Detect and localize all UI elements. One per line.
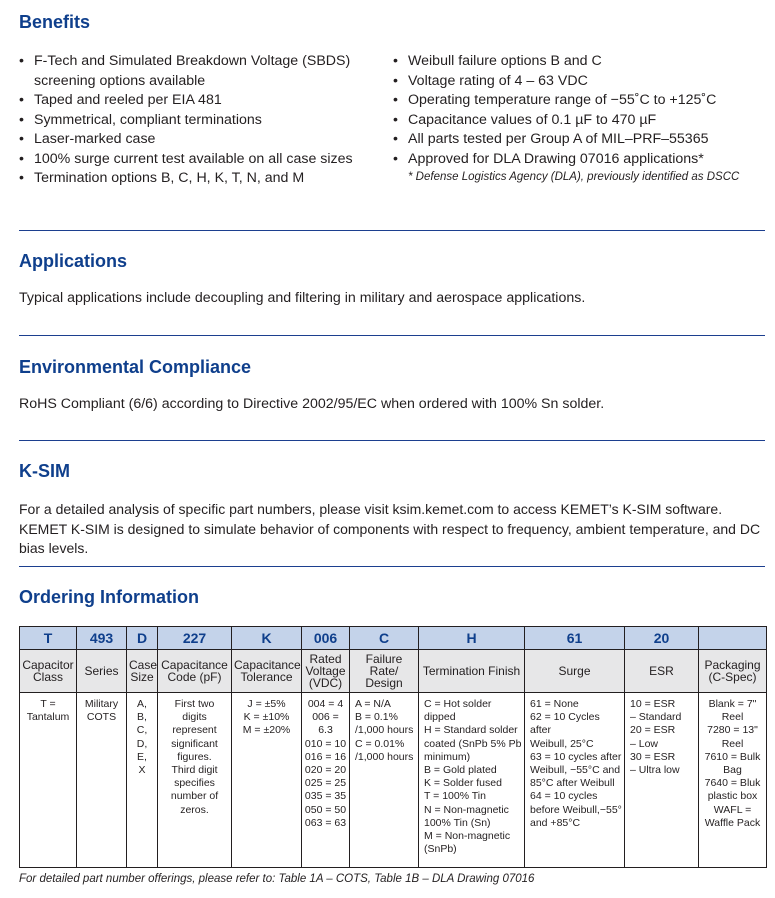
- value-line: X: [138, 764, 146, 777]
- value-line: coated (SnPb 5% Pb: [424, 737, 522, 750]
- value-line: COTS: [86, 711, 117, 724]
- benefit-text: Capacitance values of 0.1 µF to 470 µF: [408, 111, 657, 128]
- bullet-icon: •: [393, 92, 398, 108]
- code-cell: 61: [525, 627, 625, 650]
- value-line: B = 0.1%: [355, 711, 398, 724]
- bullet-icon: •: [393, 111, 398, 128]
- value-line: /1,000 hours: [355, 750, 414, 763]
- code-cell: H: [419, 627, 525, 650]
- value-line: 020 = 20: [304, 764, 347, 777]
- code-cell: 006: [302, 627, 350, 650]
- value-cell: [625, 693, 699, 868]
- value-line: 10 = ESR: [630, 698, 676, 710]
- value-line: 7280 = 13": [707, 724, 758, 737]
- environmental-text: RoHS Compliant (6/6) according to Directive 2002/95/EC when ordered with 100% Sn solder.: [19, 396, 605, 412]
- header-cell: Case Size: [127, 650, 158, 693]
- value-cell: [419, 693, 525, 868]
- benefits-list-left: [19, 52, 364, 189]
- code-cell: D: [127, 627, 158, 650]
- code-cell: K: [232, 627, 302, 650]
- benefit-text: All parts tested per Group A of MIL–PRF–55365: [408, 131, 709, 147]
- ksim-text: For a detailed analysis of specific part numbers, please visit ksim.kemet.com to access KEMET’s K-SIM software. KEMET K-SIM is designed to simulate behavior of components with respect to frequency, ambient temperature, and DC bias levels.: [19, 501, 761, 556]
- value-line: WAFL =: [713, 803, 752, 816]
- benefit-item: [393, 130, 768, 150]
- value-line: Weibull, −55°C and: [530, 764, 621, 777]
- value-line: 063 = 63: [304, 816, 347, 829]
- value-line: Reel: [721, 711, 744, 724]
- ordering-code-row: [20, 627, 767, 650]
- ordering-value-row: [20, 693, 767, 868]
- value-line: Waffle Pack: [704, 816, 761, 829]
- value-cell: [350, 693, 419, 868]
- benefit-text: Voltage rating of 4 – 63 VDC: [408, 72, 588, 89]
- value-line: 20 = ESR: [630, 724, 676, 737]
- value-line: N = Non-magnetic: [424, 803, 509, 816]
- code-cell: C: [350, 627, 419, 650]
- header-cell: Capacitance Code (pF): [158, 650, 232, 693]
- value-line: Tantalum: [26, 711, 70, 724]
- benefit-text: Symmetrical, compliant terminations: [34, 111, 262, 128]
- environmental-heading: Environmental Compliance: [19, 357, 252, 377]
- value-line: 85°C after Weibull: [530, 777, 615, 790]
- value-line: – Low: [630, 737, 659, 750]
- header-cell: ESR: [625, 650, 699, 693]
- value-line: minimum): [424, 750, 471, 763]
- value-line: M = ±20%: [242, 724, 291, 737]
- header-cell: Termination Finish: [419, 650, 525, 693]
- benefit-item: [393, 91, 768, 111]
- value-line: Reel: [721, 737, 744, 750]
- value-line: before Weibull,−55°: [530, 803, 622, 816]
- header-cell: Packaging (C-Spec): [699, 650, 767, 693]
- ordering-header-row: [20, 650, 767, 693]
- value-line: A = N/A: [355, 698, 391, 710]
- value-line: 010 = 10: [304, 737, 347, 750]
- benefit-text: F-Tech and Simulated Breakdown Voltage (SBDS) screening options available: [34, 53, 351, 89]
- value-cell: [77, 693, 127, 868]
- value-line: Third digit: [171, 764, 218, 777]
- value-cell: [302, 693, 350, 868]
- header-cell: Rated Voltage (VDC): [302, 650, 350, 693]
- value-line: B = Gold plated: [424, 764, 497, 777]
- value-line: zeros.: [180, 803, 209, 816]
- value-line: figures.: [177, 750, 212, 763]
- value-line: C = Hot solder dipped: [424, 698, 492, 724]
- header-cell: Capacitance Tolerance: [232, 650, 302, 693]
- bullet-icon: •: [393, 72, 398, 89]
- value-line: 7640 = Bluk: [704, 777, 761, 790]
- benefit-item: [393, 150, 768, 170]
- code-cell: 493: [77, 627, 127, 650]
- value-line: D,: [136, 737, 148, 750]
- benefits-heading: Benefits: [19, 12, 91, 32]
- value-line: E,: [137, 750, 147, 763]
- ordering-footnote: For detailed part number offerings, please refer to: Table 1A – COTS, Table 1B – DLA Drawing 07016: [19, 873, 535, 885]
- value-line: First two: [174, 698, 215, 710]
- value-line: digits: [182, 711, 207, 724]
- value-line: /1,000 hours: [355, 724, 414, 737]
- value-line: Blank = 7": [708, 698, 757, 710]
- value-line: specifies: [174, 777, 215, 790]
- value-line: Bag: [723, 764, 742, 777]
- ksim-heading: K-SIM: [19, 461, 70, 481]
- benefit-item: [19, 150, 364, 170]
- value-line: J = ±5%: [247, 698, 286, 710]
- benefits-list-right: [393, 52, 768, 185]
- value-line: A,: [137, 698, 147, 710]
- value-line: – Ultra low: [630, 764, 680, 777]
- benefit-text: Operating temperature range of −55˚C to +125˚C: [408, 92, 717, 108]
- value-line: Military: [84, 698, 119, 710]
- value-line: (SnPb): [424, 843, 457, 856]
- benefit-item: [393, 52, 768, 72]
- value-line: 64 = 10 cycles: [530, 790, 598, 803]
- value-cell: [525, 693, 625, 868]
- value-line: H = Standard solder: [424, 724, 518, 737]
- value-line: represent: [172, 724, 217, 737]
- section-divider: [19, 440, 765, 441]
- value-line: plastic box: [707, 790, 758, 803]
- bullet-icon: •: [19, 53, 24, 69]
- value-line: 7610 = Bulk: [704, 750, 761, 763]
- bullet-icon: •: [19, 150, 24, 167]
- bullet-icon: •: [19, 131, 24, 147]
- value-line: C,: [136, 724, 148, 737]
- value-cell: [127, 693, 158, 868]
- code-cell: 227: [158, 627, 232, 650]
- code-cell: T: [20, 627, 77, 650]
- benefit-item: [19, 52, 364, 91]
- value-line: K = Solder fused: [424, 777, 502, 790]
- value-line: 035 = 35: [304, 790, 347, 803]
- header-cell: Series: [77, 650, 127, 693]
- benefit-text: 100% surge current test available on all case sizes: [34, 150, 353, 167]
- value-cell: [20, 693, 77, 868]
- code-cell: [699, 627, 767, 650]
- benefit-text: Termination options B, C, H, K, T, N, and M: [34, 170, 305, 186]
- applications-text: Typical applications include decoupling and filtering in military and aerospace applications.: [19, 290, 586, 306]
- value-line: 025 = 25: [304, 777, 347, 790]
- benefit-item: [393, 111, 768, 131]
- code-cell: 20: [625, 627, 699, 650]
- benefit-text: Taped and reeled per EIA 481: [34, 92, 222, 108]
- value-line: C = 0.01%: [355, 737, 405, 750]
- value-line: 016 = 16: [304, 750, 347, 763]
- benefits-footnote: * Defense Logistics Agency (DLA), previously identified as DSCC: [408, 171, 740, 183]
- applications-heading: Applications: [19, 251, 128, 271]
- header-cell: Failure Rate/ Design: [350, 650, 419, 693]
- value-cell: [232, 693, 302, 868]
- benefit-item: [19, 111, 364, 131]
- value-line: 30 = ESR: [630, 750, 676, 763]
- ordering-heading: Ordering Information: [19, 587, 199, 607]
- bullet-icon: •: [19, 111, 24, 128]
- benefit-item: [19, 169, 364, 189]
- value-line: Weibull, 25°C: [530, 737, 594, 750]
- benefit-text: Approved for DLA Drawing 07016 applications*: [408, 150, 704, 167]
- value-line: 006 = 6.3: [312, 711, 339, 737]
- benefit-item: [19, 130, 364, 150]
- value-cell: [158, 693, 232, 868]
- value-line: 61 = None: [530, 698, 579, 710]
- value-line: – Standard: [630, 711, 682, 724]
- value-cell: [699, 693, 767, 868]
- benefit-item: [19, 91, 364, 111]
- value-line: T = 100% Tin: [424, 790, 486, 803]
- bullet-icon: •: [19, 92, 24, 108]
- bullet-icon: •: [393, 131, 398, 147]
- bullet-icon: •: [19, 170, 24, 186]
- header-cell: Capacitor Class: [20, 650, 77, 693]
- value-line: 100% Tin (Sn): [424, 816, 491, 829]
- value-line: K = ±10%: [243, 711, 290, 724]
- benefit-item: [393, 72, 768, 92]
- value-line: M = Non-magnetic: [424, 830, 511, 843]
- value-line: significant: [171, 737, 218, 750]
- benefit-text: Laser-marked case: [34, 131, 156, 147]
- section-divider: [19, 230, 765, 231]
- header-cell: Surge: [525, 650, 625, 693]
- value-line: B,: [137, 711, 147, 724]
- value-line: 050 = 50: [304, 803, 347, 816]
- bullet-icon: •: [393, 53, 398, 69]
- section-divider: [19, 566, 765, 567]
- benefit-text: Weibull failure options B and C: [408, 53, 602, 69]
- section-divider: [19, 335, 765, 336]
- bullet-icon: •: [393, 150, 398, 167]
- value-line: T =: [40, 698, 56, 710]
- value-line: number of: [170, 790, 219, 803]
- value-line: 62 = 10 Cycles after: [530, 711, 600, 737]
- value-line: 004 = 4: [307, 698, 344, 710]
- value-line: and +85°C: [530, 816, 581, 829]
- ordering-table: [19, 626, 767, 868]
- value-line: 63 = 10 cycles after: [530, 750, 622, 763]
